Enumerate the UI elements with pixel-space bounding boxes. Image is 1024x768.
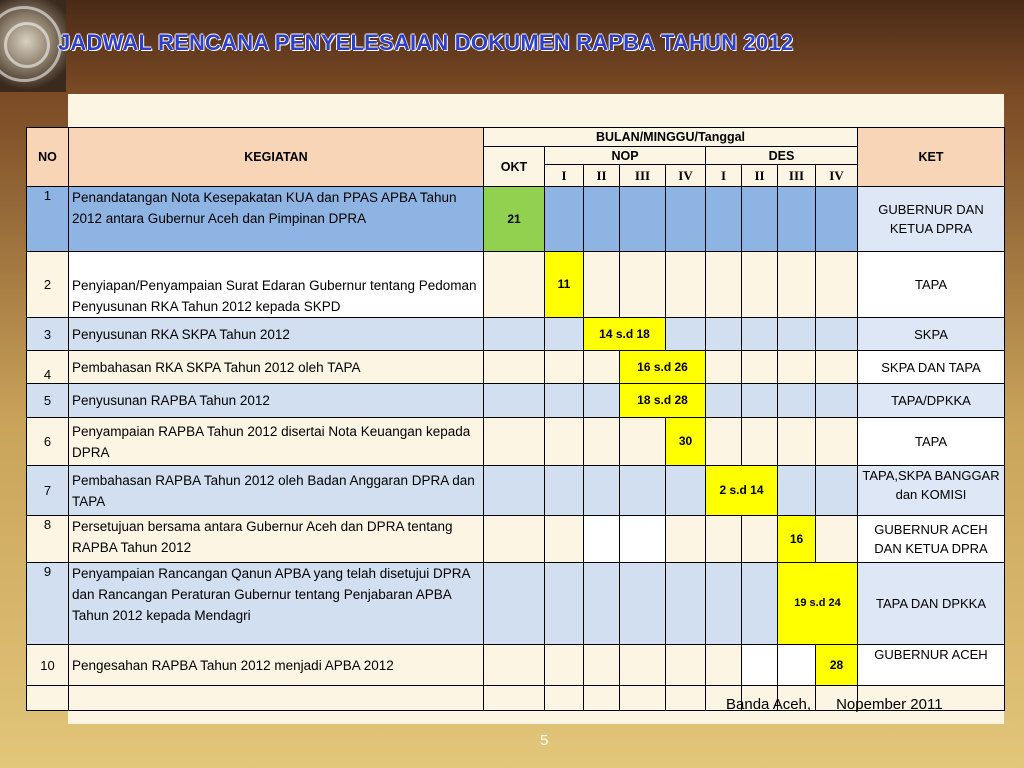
row-number: 1 — [27, 187, 69, 252]
row-kegiatan: Pembahasan RAPBA Tahun 2012 oleh Badan Anggaran DPRA dan TAPA — [69, 466, 484, 516]
schedule-date-cell: 11 — [545, 252, 584, 318]
week-header: II — [742, 165, 778, 187]
logo — [0, 0, 66, 92]
row-kegiatan: Penandatangan Nota Kesepakatan KUA dan PPAS APBA Tahun 2012 antara Gubernur Aceh dan Pimpinan DPRA — [69, 187, 484, 252]
row-number: 8 — [27, 516, 69, 563]
table-row — [27, 516, 1005, 563]
row-number: 9 — [27, 563, 69, 645]
table-row — [27, 384, 1005, 418]
header-nop: NOP — [545, 147, 706, 165]
row-ket: TAPA,SKPA BANGGAR dan KOMISI — [858, 466, 1005, 516]
row-kegiatan: Pengesahan RAPBA Tahun 2012 menjadi APBA 2012 — [69, 645, 484, 686]
row-ket: SKPA DAN TAPA — [858, 351, 1005, 384]
table-row — [27, 252, 1005, 318]
week-header: II — [584, 165, 620, 187]
schedule-date-cell: 28 — [816, 645, 858, 686]
week-header: III — [778, 165, 816, 187]
row-ket: GUBERNUR ACEH DAN KETUA DPRA — [858, 516, 1005, 563]
header-okt: OKT — [484, 147, 545, 187]
row-kegiatan: Penyampaian RAPBA Tahun 2012 disertai Nota Keuangan kepada DPRA — [69, 418, 484, 466]
row-kegiatan: Penyampaian Rancangan Qanun APBA yang telah disetujui DPRA dan Rancangan Peraturan Gubernur tentang Penjabaran APBA Tahun 2012 kepada Mendagri — [69, 563, 484, 645]
table-row — [27, 563, 1005, 645]
schedule-date-cell: 2 s.d 14 — [706, 466, 778, 516]
row-number: 2 — [27, 252, 69, 318]
signature-place-date — [726, 696, 943, 713]
row-ket: TAPA DAN DPKKA — [858, 563, 1005, 645]
week-header: I — [545, 165, 584, 187]
row-ket: TAPA/DPKKA — [858, 384, 1005, 418]
row-number: 4 — [27, 351, 69, 384]
row-kegiatan: Penyusunan RAPBA Tahun 2012 — [69, 384, 484, 418]
schedule-date-cell: 14 s.d 18 — [584, 318, 666, 351]
table-row — [27, 418, 1005, 466]
page-number: 5 — [540, 732, 549, 749]
schedule-date-cell: 16 s.d 26 — [620, 351, 706, 384]
table-row — [27, 187, 1005, 252]
row-kegiatan: Persetujuan bersama antara Gubernur Aceh dan DPRA tentang RAPBA Tahun 2012 — [69, 516, 484, 563]
row-ket: SKPA — [858, 318, 1005, 351]
schedule-date-cell: 18 s.d 28 — [620, 384, 706, 418]
row-ket: TAPA — [858, 418, 1005, 466]
row-kegiatan: Penyiapan/Penyampaian Surat Edaran Gubernur tentang Pedoman Penyusunan RKA Tahun 2012 kepada SKPD — [69, 252, 484, 318]
schedule-date-cell: 30 — [666, 418, 706, 466]
week-header: IV — [816, 165, 858, 187]
week-header: IV — [666, 165, 706, 187]
header-no: NO — [27, 128, 69, 187]
row-number: 10 — [27, 645, 69, 686]
header-bulan: BULAN/MINGGU/Tanggal — [484, 128, 858, 147]
row-number: 7 — [27, 466, 69, 516]
page-title: JADWAL RENCANA PENYELESAIAN DOKUMEN RAPBA TAHUN 2012 — [58, 30, 794, 55]
row-kegiatan: Pembahasan RKA SKPA Tahun 2012 oleh TAPA — [69, 351, 484, 384]
row-ket: GUBERNUR ACEH — [858, 645, 1005, 686]
schedule-date-cell: 21 — [484, 187, 545, 252]
footer-date: Nopember 2011 — [836, 696, 943, 713]
schedule-table — [26, 127, 1005, 711]
header-des: DES — [706, 147, 858, 165]
table-row — [27, 318, 1005, 351]
header-ket: KET — [858, 128, 1005, 187]
row-kegiatan: Penyusunan RKA SKPA Tahun 2012 — [69, 318, 484, 351]
row-number: 5 — [27, 384, 69, 418]
header-kegiatan: KEGIATAN — [69, 128, 484, 187]
week-header: I — [706, 165, 742, 187]
schedule-date-cell: 16 — [778, 516, 816, 563]
row-number: 3 — [27, 318, 69, 351]
row-ket: TAPA — [858, 252, 1005, 318]
week-header: III — [620, 165, 666, 187]
schedule-date-cell: 19 s.d 24 — [778, 563, 858, 645]
row-number: 6 — [27, 418, 69, 466]
table-row — [27, 466, 1005, 516]
row-ket: GUBERNUR DAN KETUA DPRA — [858, 187, 1005, 252]
footer-place: Banda Aceh, — [726, 696, 812, 713]
table-row — [27, 351, 1005, 384]
table-row — [27, 645, 1005, 686]
